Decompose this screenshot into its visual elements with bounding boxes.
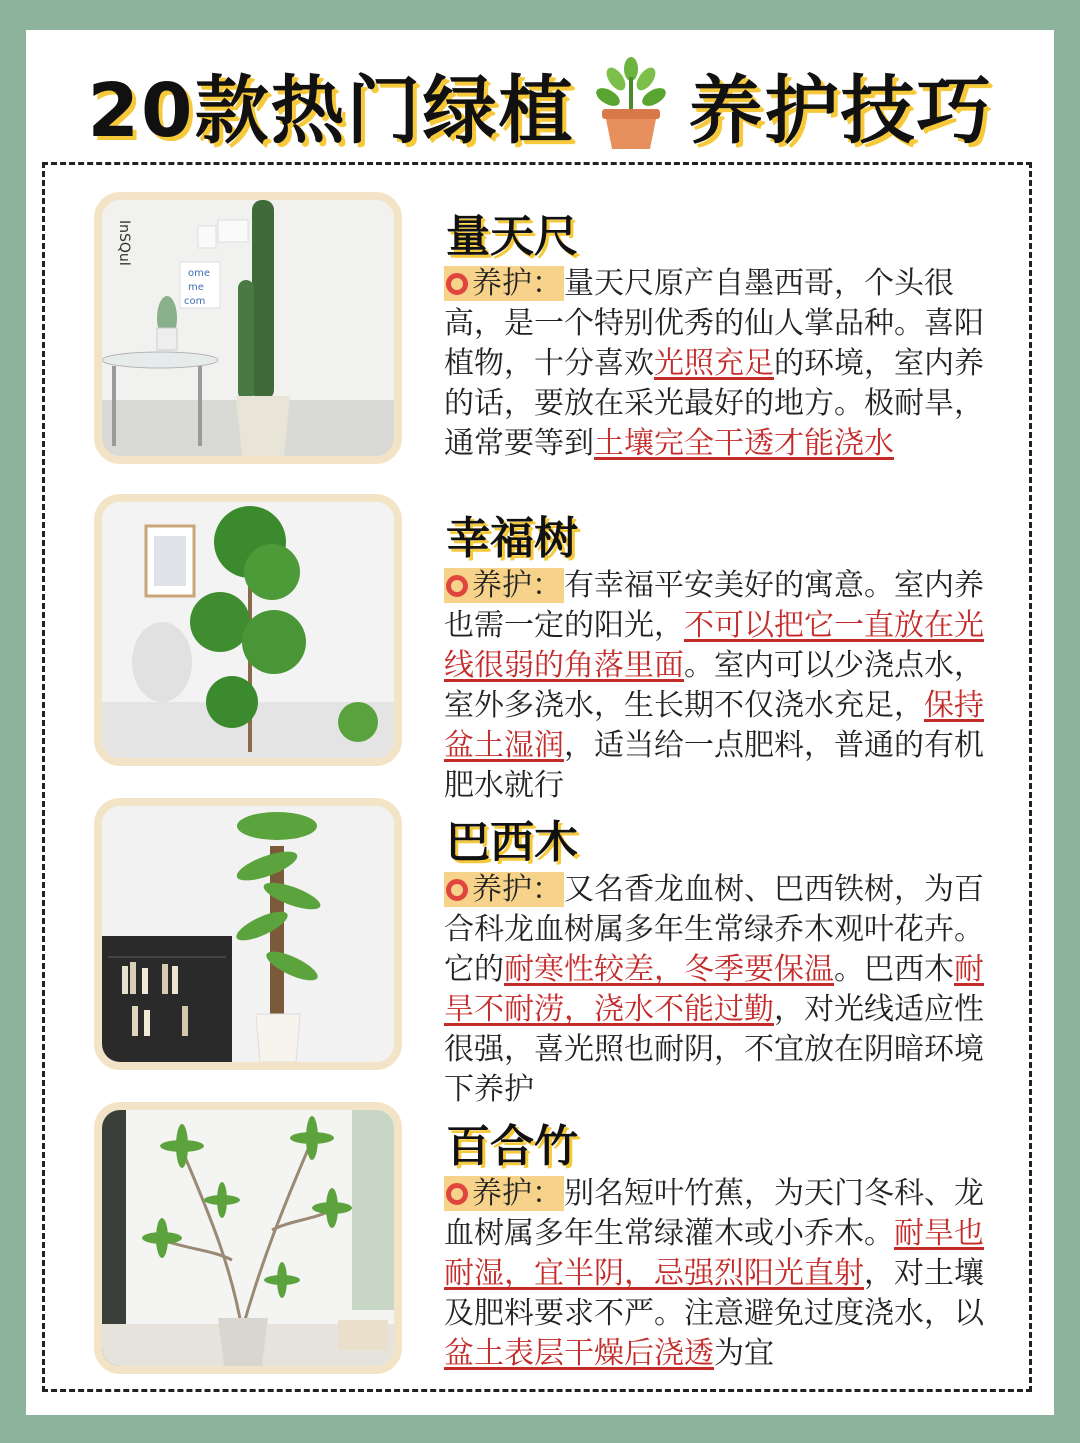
svg-text:com: com (184, 296, 206, 307)
highlight-text: 耐旱不耐涝，浇水不能过勤 (444, 952, 984, 1027)
desc-text: 别名短叶竹蕉，为天门冬科、龙血树属多年生常绿灌木或小乔木。 (444, 1176, 984, 1251)
title-right: 养护技巧 (688, 68, 993, 154)
desc-text: 量天尺原产自墨西哥，个头很高，是一个特别优秀的仙人掌品种。喜阳植物，十分喜欢 (444, 266, 984, 381)
desc-text: 。巴西木 (834, 952, 954, 987)
plant-desc (444, 1174, 992, 1374)
care-tag: 养护： (444, 568, 564, 603)
red-ring-icon (446, 1183, 468, 1205)
care-tag: 养护： (444, 872, 564, 907)
highlight-text: 土壤完全干透才能浇水 (594, 426, 894, 461)
desc-text: 。室内可以少浇点水，室外多浇水，生长期不仅浇水充足， (444, 648, 984, 723)
highlight-text: 光照充足 (654, 346, 774, 381)
desc-text: ，对光线适应性很强，喜光照也耐阴，不宜放在阴暗环境下养护 (444, 992, 984, 1107)
desc-text: ，适当给一点肥料，普通的有机肥水就行 (444, 728, 984, 803)
plant-photo-lily-bamboo (94, 1102, 402, 1374)
highlight-text: 耐旱也耐湿，宜半阴，忌强烈阳光直射 (444, 1216, 984, 1291)
highlight-text: 耐寒性较差，冬季要保温 (504, 952, 834, 987)
title-left: 20款热门绿植 (87, 68, 575, 154)
desc-text: ，对土壤及肥料要求不严。注意避免过度浇水，以 (444, 1256, 984, 1331)
plant-desc (444, 566, 992, 806)
care-tag: 养护： (444, 266, 564, 301)
highlight-text: 不可以把它一直放在光线很弱的角落里面 (444, 608, 984, 683)
red-ring-icon (446, 273, 468, 295)
plant-desc (444, 870, 992, 1110)
plant-photo-cactus (94, 192, 402, 464)
poster-card (26, 30, 1054, 1415)
plant-desc (444, 264, 992, 464)
plant-name: 百合竹 (446, 1121, 578, 1172)
svg-text:ome: ome (188, 268, 211, 279)
care-tag: 养护： (444, 1176, 564, 1211)
page-title (26, 50, 1054, 160)
svg-text:me: me (188, 282, 204, 293)
plant-name: 巴西木 (446, 817, 578, 868)
plant-name: 幸福树 (446, 513, 578, 564)
desc-text: 为宜 (714, 1336, 774, 1371)
desc-text: 又名香龙血树、巴西铁树，为百合科龙血树属多年生常绿乔木观叶花卉。它的 (444, 872, 984, 987)
potted-plant-icon (588, 57, 674, 153)
desc-text: 有幸福平安美好的寓意。室内养也需一定的阳光， (444, 568, 984, 643)
red-ring-icon (446, 575, 468, 597)
plant-photo-brazil-wood (94, 798, 402, 1070)
desc-text: 的环境，室内养的话，要放在采光最好的地方。极耐旱，通常要等到 (444, 346, 984, 461)
logo-text: InSQuI (116, 220, 132, 266)
red-ring-icon (446, 879, 468, 901)
highlight-text: 保持盆土湿润 (444, 688, 984, 763)
plant-photo-happiness-tree (94, 494, 402, 766)
plant-name: 量天尺 (446, 211, 578, 262)
highlight-text: 盆土表层干燥后浇透 (444, 1336, 714, 1371)
